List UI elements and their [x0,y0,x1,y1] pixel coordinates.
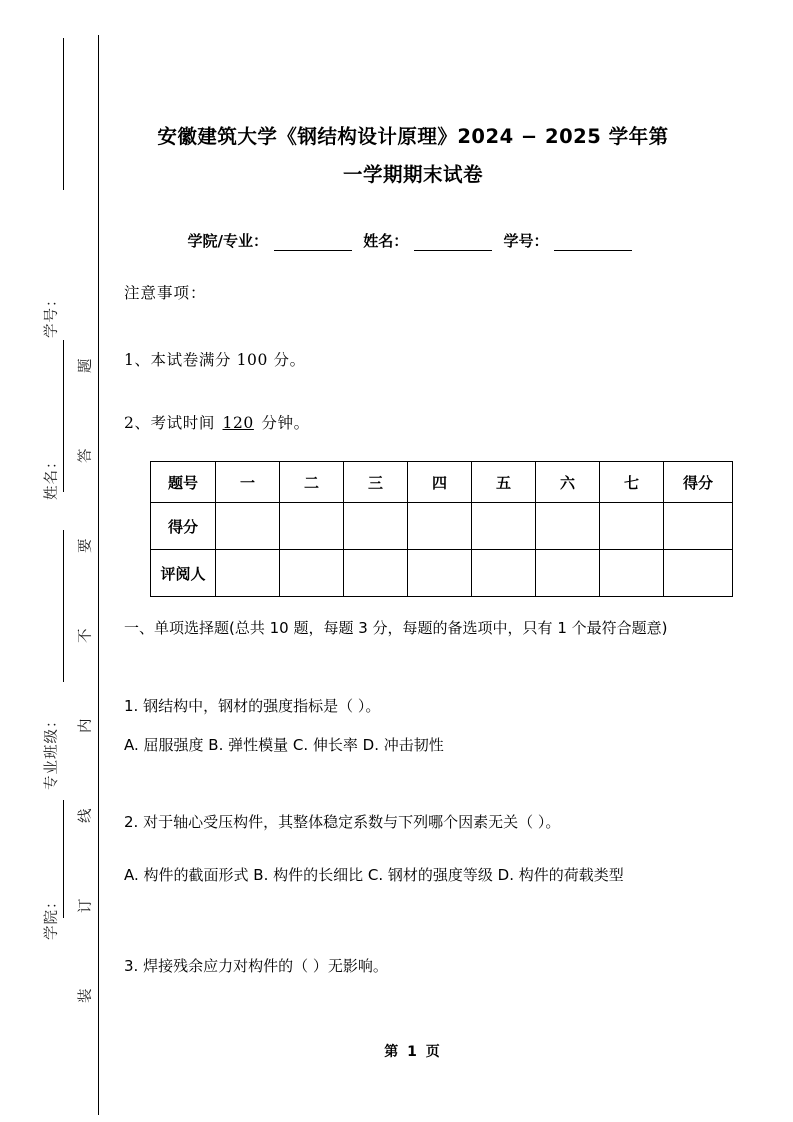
page-title [124,118,702,194]
binding-inner-char: 不 [78,628,94,643]
binding-blank-rule [63,340,64,492]
notice-item-2 [124,411,310,433]
name-blank[interactable] [414,236,492,251]
binding-field-label: 学号： [44,291,60,338]
table-row-label: 得分 [151,503,216,550]
table-cell[interactable] [536,550,600,597]
binding-field-student-id [40,292,61,339]
student-id-blank[interactable] [554,236,632,251]
binding-field-label: 学院： [44,893,60,940]
score-table [150,461,733,597]
binding-inner-char: 内 [78,718,94,733]
table-cell[interactable] [408,550,472,597]
notice-item-1: 1、本试卷满分 100 分。 [124,351,306,369]
table-cell[interactable] [472,550,536,597]
binding-vertical-rule [98,35,99,1115]
exam-duration-value: 120 [222,414,254,432]
table-header-cell: 得分 [664,462,733,503]
student-id-label: 学号： [503,232,549,250]
table-header-cell: 五 [472,462,536,503]
binding-inner-char: 答 [78,448,94,463]
table-header-cell: 三 [344,462,408,503]
notices-heading: 注意事项： [124,284,207,302]
notice-item-2-prefix: 2、考试时间 [124,414,215,432]
binding-field-label: 姓名： [44,453,60,500]
question-1-stem: 1. 钢结构中，钢材的强度指标是（ ）。 [124,697,381,715]
binding-inner-char: 订 [78,898,94,913]
page-title-line-2: 一学期期末试卷 [342,163,483,186]
table-cell[interactable] [216,550,280,597]
question-2-stem: 2. 对于轴心受压构件，其整体稳定系数与下列哪个因素无关（ ）。 [124,813,561,831]
binding-field-college [40,894,61,941]
question-2-options: A. 构件的截面形式 B. 构件的长细比 C. 钢材的强度等级 D. 构件的荷载类型 [124,866,624,884]
table-cell[interactable] [600,550,664,597]
table-cell[interactable] [664,503,733,550]
table-row [151,503,733,550]
binding-field-label: 专业班级： [44,712,60,790]
name-label: 姓名： [363,232,409,250]
table-cell[interactable] [536,503,600,550]
section-1-heading: 一、单项选择题(总共 10 题，每题 3 分，每题的备选项中，只有 1 个最符合题意) [124,619,668,637]
table-cell[interactable] [664,550,733,597]
table-row-header [151,462,733,503]
table-cell[interactable] [344,503,408,550]
binding-field-class [40,713,61,791]
table-cell[interactable] [216,503,280,550]
table-header-cell: 四 [408,462,472,503]
table-header-cell: 题号 [151,462,216,503]
table-cell[interactable] [280,550,344,597]
table-row [151,550,733,597]
table-header-cell: 七 [600,462,664,503]
page-footer: 第 1 页 [384,1044,442,1060]
question-1-options: A. 屈服强度 B. 弹性模量 C. 伸长率 D. 冲击韧性 [124,736,444,754]
binding-field-name [40,454,61,501]
binding-blank-rule [63,800,64,918]
table-cell[interactable] [280,503,344,550]
student-identity-line [124,230,702,251]
table-cell[interactable] [344,550,408,597]
question-3-stem: 3. 焊接残余应力对构件的（ ）无影响。 [124,957,388,975]
college-major-label: 学院/专业： [187,232,268,250]
table-row-label: 评阅人 [151,550,216,597]
page-title-line-1: 安徽建筑大学《钢结构设计原理》2024 − 2025 学年第 [157,125,669,148]
table-cell[interactable] [472,503,536,550]
table-cell[interactable] [408,503,472,550]
table-cell[interactable] [600,503,664,550]
binding-inner-char: 题 [78,358,94,373]
document-content [124,0,713,1122]
notice-item-2-suffix: 分钟。 [261,414,310,432]
binding-inner-char: 要 [78,538,94,553]
table-header-cell: 六 [536,462,600,503]
binding-inner-char: 线 [78,808,94,823]
table-header-cell: 一 [216,462,280,503]
binding-blank-rule [63,530,64,682]
binding-blank-rule [63,38,64,190]
college-major-blank[interactable] [274,236,352,251]
binding-margin [0,0,100,1122]
table-header-cell: 二 [280,462,344,503]
binding-inner-char: 装 [78,988,94,1003]
